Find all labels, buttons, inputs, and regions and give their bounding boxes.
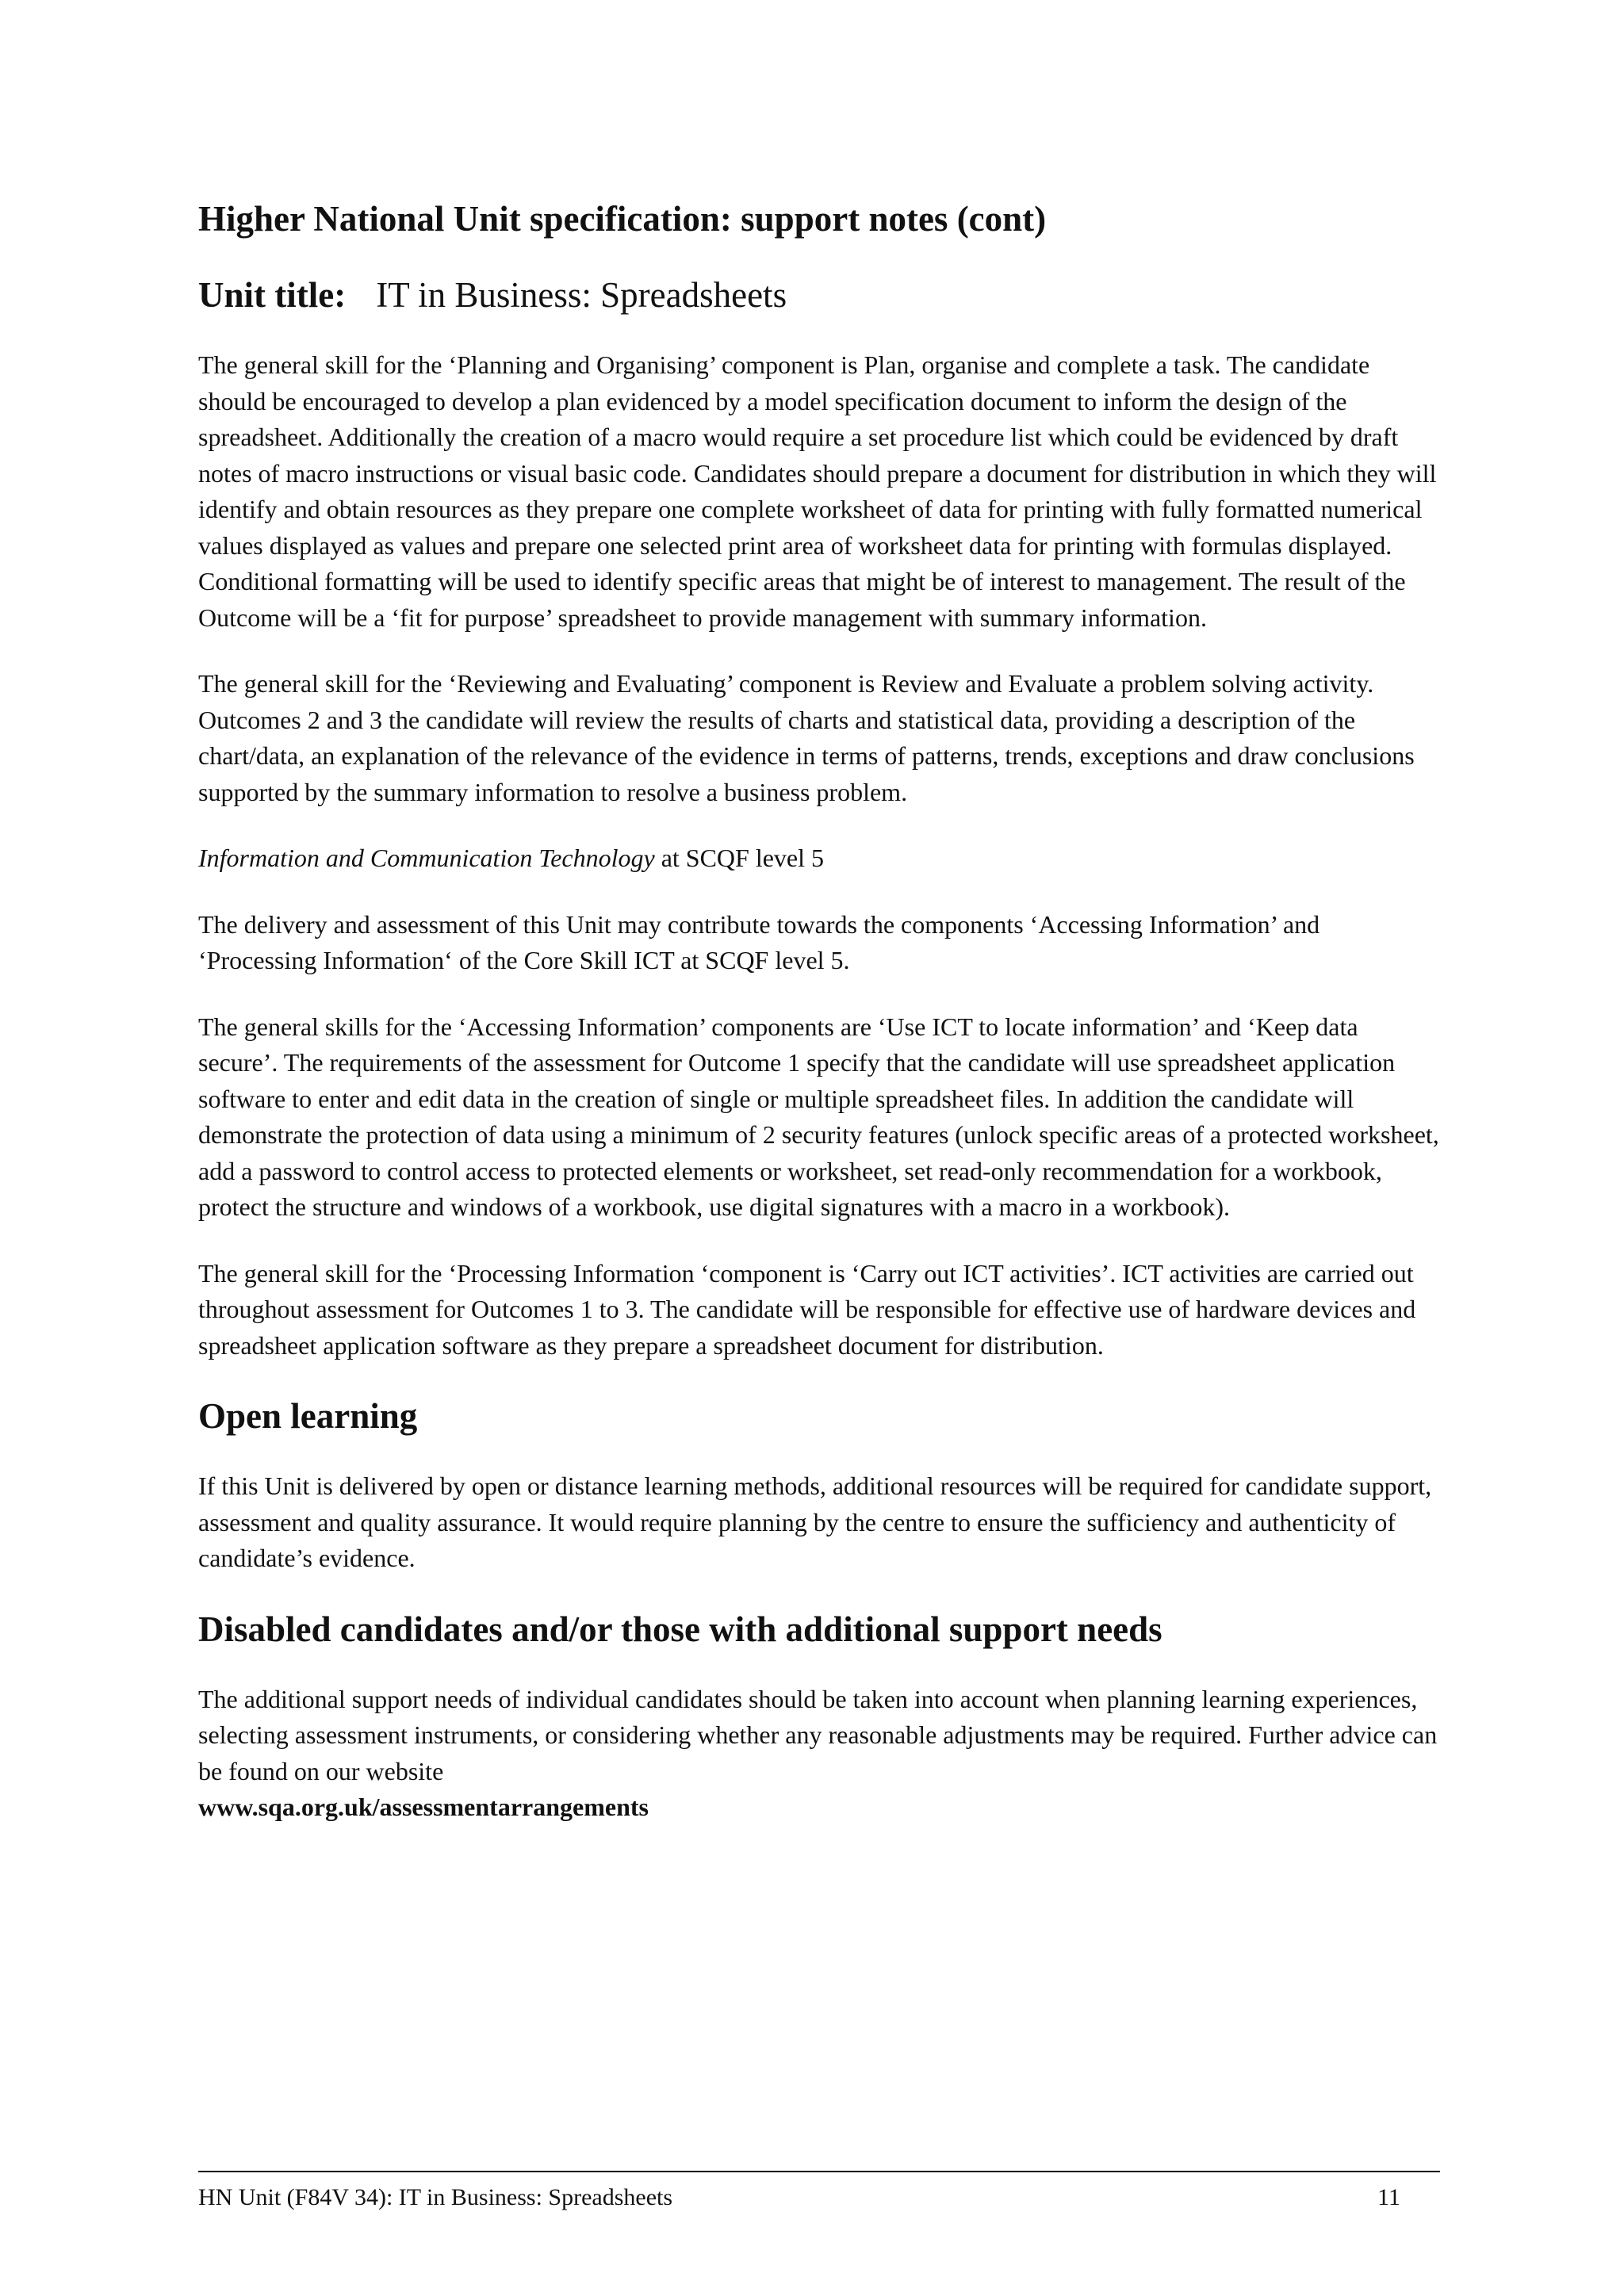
ict-level-line	[198, 840, 1443, 877]
page-title: Higher National Unit specification: support notes (cont)	[198, 199, 1047, 239]
footer-page-number: 11	[1377, 2184, 1400, 2210]
open-learning-paragraph: If this Unit is delivered by open or distance learning methods, additional resources will be required for candidate support, assessment and quality assurance. It would require planning by the centre to ensure the sufficiency and authenticity of candidate’s evidence.	[198, 1471, 1432, 1572]
open-learning-heading: Open learning	[198, 1396, 418, 1436]
delivery-paragraph: The delivery and assessment of this Unit may contribute towards the components ‘Accessing Information’ and ‘Processing Information‘ of the Core Skill ICT at SCQF level 5.	[198, 909, 1320, 974]
processing-paragraph: The general skill for the ‘Processing Information ‘component is ‘Carry out ICT activities’. ICT activities are carried out throughout assessment for Outcomes 1 to 3. The candidate will be responsible for effective use of hardware devices and spreadsheet application software as they prepare a spreadsheet document for distribution.	[198, 1258, 1416, 1360]
ict-level-text: at SCQF level 5	[654, 844, 825, 872]
page-footer	[198, 2171, 1440, 2210]
disabled-candidates-text: The additional support needs of individual candidates should be taken into account when planning learning experiences, selecting assessment instruments, or considering whether any reasonable adjustments may be required. Further advice can be found on our website	[198, 1684, 1438, 1785]
unit-title-label: Unit title:	[198, 275, 347, 315]
footer-unit-reference: HN Unit (F84V 34): IT in Business: Spreadsheets	[198, 2184, 673, 2210]
accessing-paragraph: The general skills for the ‘Accessing Information’ components are ‘Use ICT to locate information’ and ‘Keep data secure’. The requirements of the assessment for Outcome 1 specify that the candidate will use spreadsheet application software to enter and edit data in the creation of single or multiple spreadsheet files. In addition the candidate will demonstrate the protection of data using a minimum of 2 security features (unlock specific areas of a protected worksheet, add a password to control access to protected elements or worksheet, set read-only recommendation for a workbook, protect the structure and windows of a workbook, use digital signatures with a macro in a workbook).	[198, 1012, 1439, 1221]
ict-italic-label: Information and Communication Technology	[198, 844, 655, 872]
planning-paragraph: The general skill for the ‘Planning and Organising’ component is Plan, organise and complete a task. The candidate should be encouraged to develop a plan evidenced by a model specification document to inform the design of the spreadsheet. Additionally the creation of a macro would require a set procedure list which could be evidenced by draft notes of macro instructions or visual basic code. Candidates should prepare a document for distribution in which they will identify and obtain resources as they prepare one complete worksheet of data for printing with fully formatted numerical values displayed as values and prepare one selected print area of worksheet data for printing with formulas displayed. Conditional formatting will be used to identify specific areas that might be of interest to management. The result of the Outcome will be a ‘fit for purpose’ spreadsheet to provide management with summary information.	[198, 350, 1437, 632]
unit-title-value: IT in Business: Spreadsheets	[376, 275, 787, 315]
page-content	[198, 197, 1443, 1856]
unit-title-row	[198, 273, 1443, 317]
assessment-arrangements-link[interactable]: www.sqa.org.uk/assessmentarrangements	[198, 1793, 649, 1821]
disabled-candidates-heading: Disabled candidates and/or those with additional support needs	[198, 1609, 1162, 1649]
disabled-candidates-paragraph	[198, 1682, 1443, 1826]
reviewing-paragraph: The general skill for the ‘Reviewing and Evaluating’ component is Review and Evaluate a problem solving activity. Outcomes 2 and 3 the candidate will review the results of charts and statistical data, providing a description of the chart/data, an explanation of the relevance of the evidence in terms of patterns, trends, exceptions and draw conclusions supported by the summary information to resolve a business problem.	[198, 669, 1415, 806]
